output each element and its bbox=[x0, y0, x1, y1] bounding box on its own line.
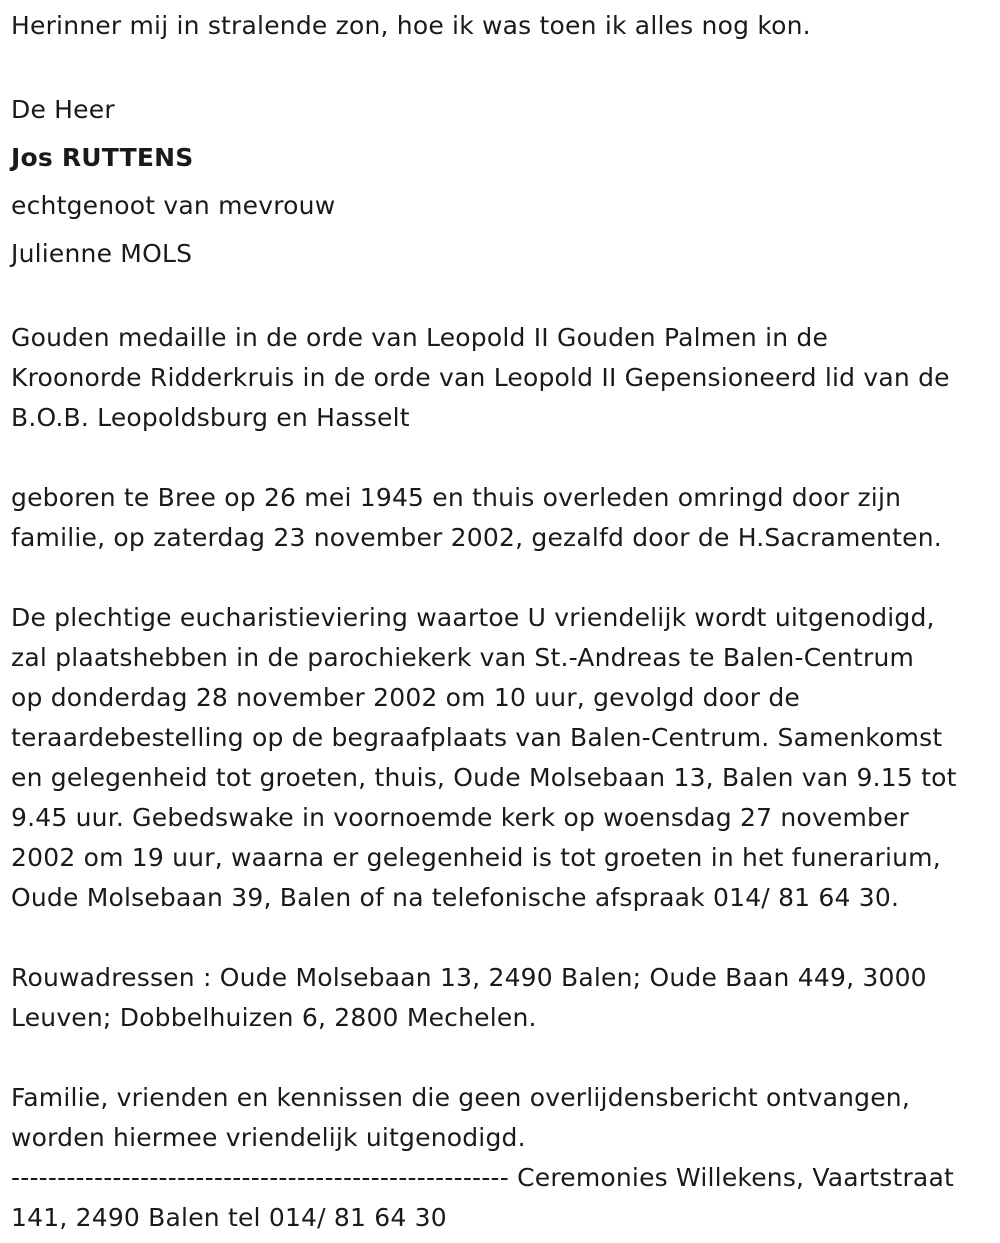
ceremony-line: 2002 om 19 uur, waarna er gelegenheid is tot groeten in het funerarium, bbox=[11, 843, 941, 872]
ceremony-paragraph bbox=[11, 598, 990, 918]
honors-line: B.O.B. Leopoldsburg en Hasselt bbox=[11, 403, 410, 432]
birth-death-paragraph bbox=[11, 478, 990, 558]
spouse-intro: echtgenoot van mevrouw bbox=[11, 191, 336, 220]
spacer bbox=[11, 1038, 990, 1078]
ceremony-line: Oude Molsebaan 39, Balen of na telefonische afspraak 014/ 81 64 30. bbox=[11, 883, 900, 912]
ceremony-line: 9.45 uur. Gebedswake in voornoemde kerk op woensdag 27 november bbox=[11, 803, 910, 832]
addresses-paragraph bbox=[11, 958, 990, 1038]
spouse-name: Julienne MOLS bbox=[11, 239, 193, 268]
quote-line: Herinner mij in stralende zon, hoe ik was toen ik alles nog kon. bbox=[11, 11, 811, 40]
deceased-name: Jos RUTTENS bbox=[11, 143, 194, 172]
spacer bbox=[11, 438, 990, 478]
undertaker-paragraph bbox=[11, 1158, 990, 1238]
spacer bbox=[11, 46, 990, 86]
ceremony-line: en gelegenheid tot groeten, thuis, Oude Molsebaan 13, Balen van 9.15 tot bbox=[11, 763, 957, 792]
invitation-line: Familie, vrienden en kennissen die geen overlijdensbericht ontvangen, bbox=[11, 1083, 910, 1112]
birth-death-line: geboren te Bree op 26 mei 1945 en thuis overleden omringd door zijn bbox=[11, 483, 902, 512]
birth-death-line: familie, op zaterdag 23 november 2002, gezalfd door de H.Sacramenten. bbox=[11, 523, 942, 552]
invitation-paragraph bbox=[11, 1078, 990, 1158]
honors-paragraph bbox=[11, 318, 990, 438]
addresses-line: Leuven; Dobbelhuizen 6, 2800 Mechelen. bbox=[11, 1003, 537, 1032]
undertaker-line: ------------------------------------------------------ Ceremonies Willekens, Vaartstraat bbox=[11, 1163, 954, 1192]
undertaker-line: 141, 2490 Balen tel 014/ 81 64 30 bbox=[11, 1203, 447, 1232]
spacer bbox=[11, 918, 990, 958]
ceremony-line: zal plaatshebben in de parochiekerk van St.-Andreas te Balen-Centrum bbox=[11, 643, 915, 672]
spacer bbox=[11, 278, 990, 318]
title-prefix: De Heer bbox=[11, 95, 115, 124]
ceremony-line: De plechtige eucharistieviering waartoe U vriendelijk wordt uitgenodigd, bbox=[11, 603, 935, 632]
ceremony-line: op donderdag 28 november 2002 om 10 uur, gevolgd door de bbox=[11, 683, 801, 712]
addresses-line: Rouwadressen : Oude Molsebaan 13, 2490 Balen; Oude Baan 449, 3000 bbox=[11, 963, 927, 992]
invitation-line: worden hiermee vriendelijk uitgenodigd. bbox=[11, 1123, 526, 1152]
ceremony-line: teraardebestelling op de begraafplaats van Balen-Centrum. Samenkomst bbox=[11, 723, 943, 752]
spacer bbox=[11, 558, 990, 598]
honors-line: Kroonorde Ridderkruis in de orde van Leopold II Gepensioneerd lid van de bbox=[11, 363, 950, 392]
honors-line: Gouden medaille in de orde van Leopold II Gouden Palmen in de bbox=[11, 323, 829, 352]
